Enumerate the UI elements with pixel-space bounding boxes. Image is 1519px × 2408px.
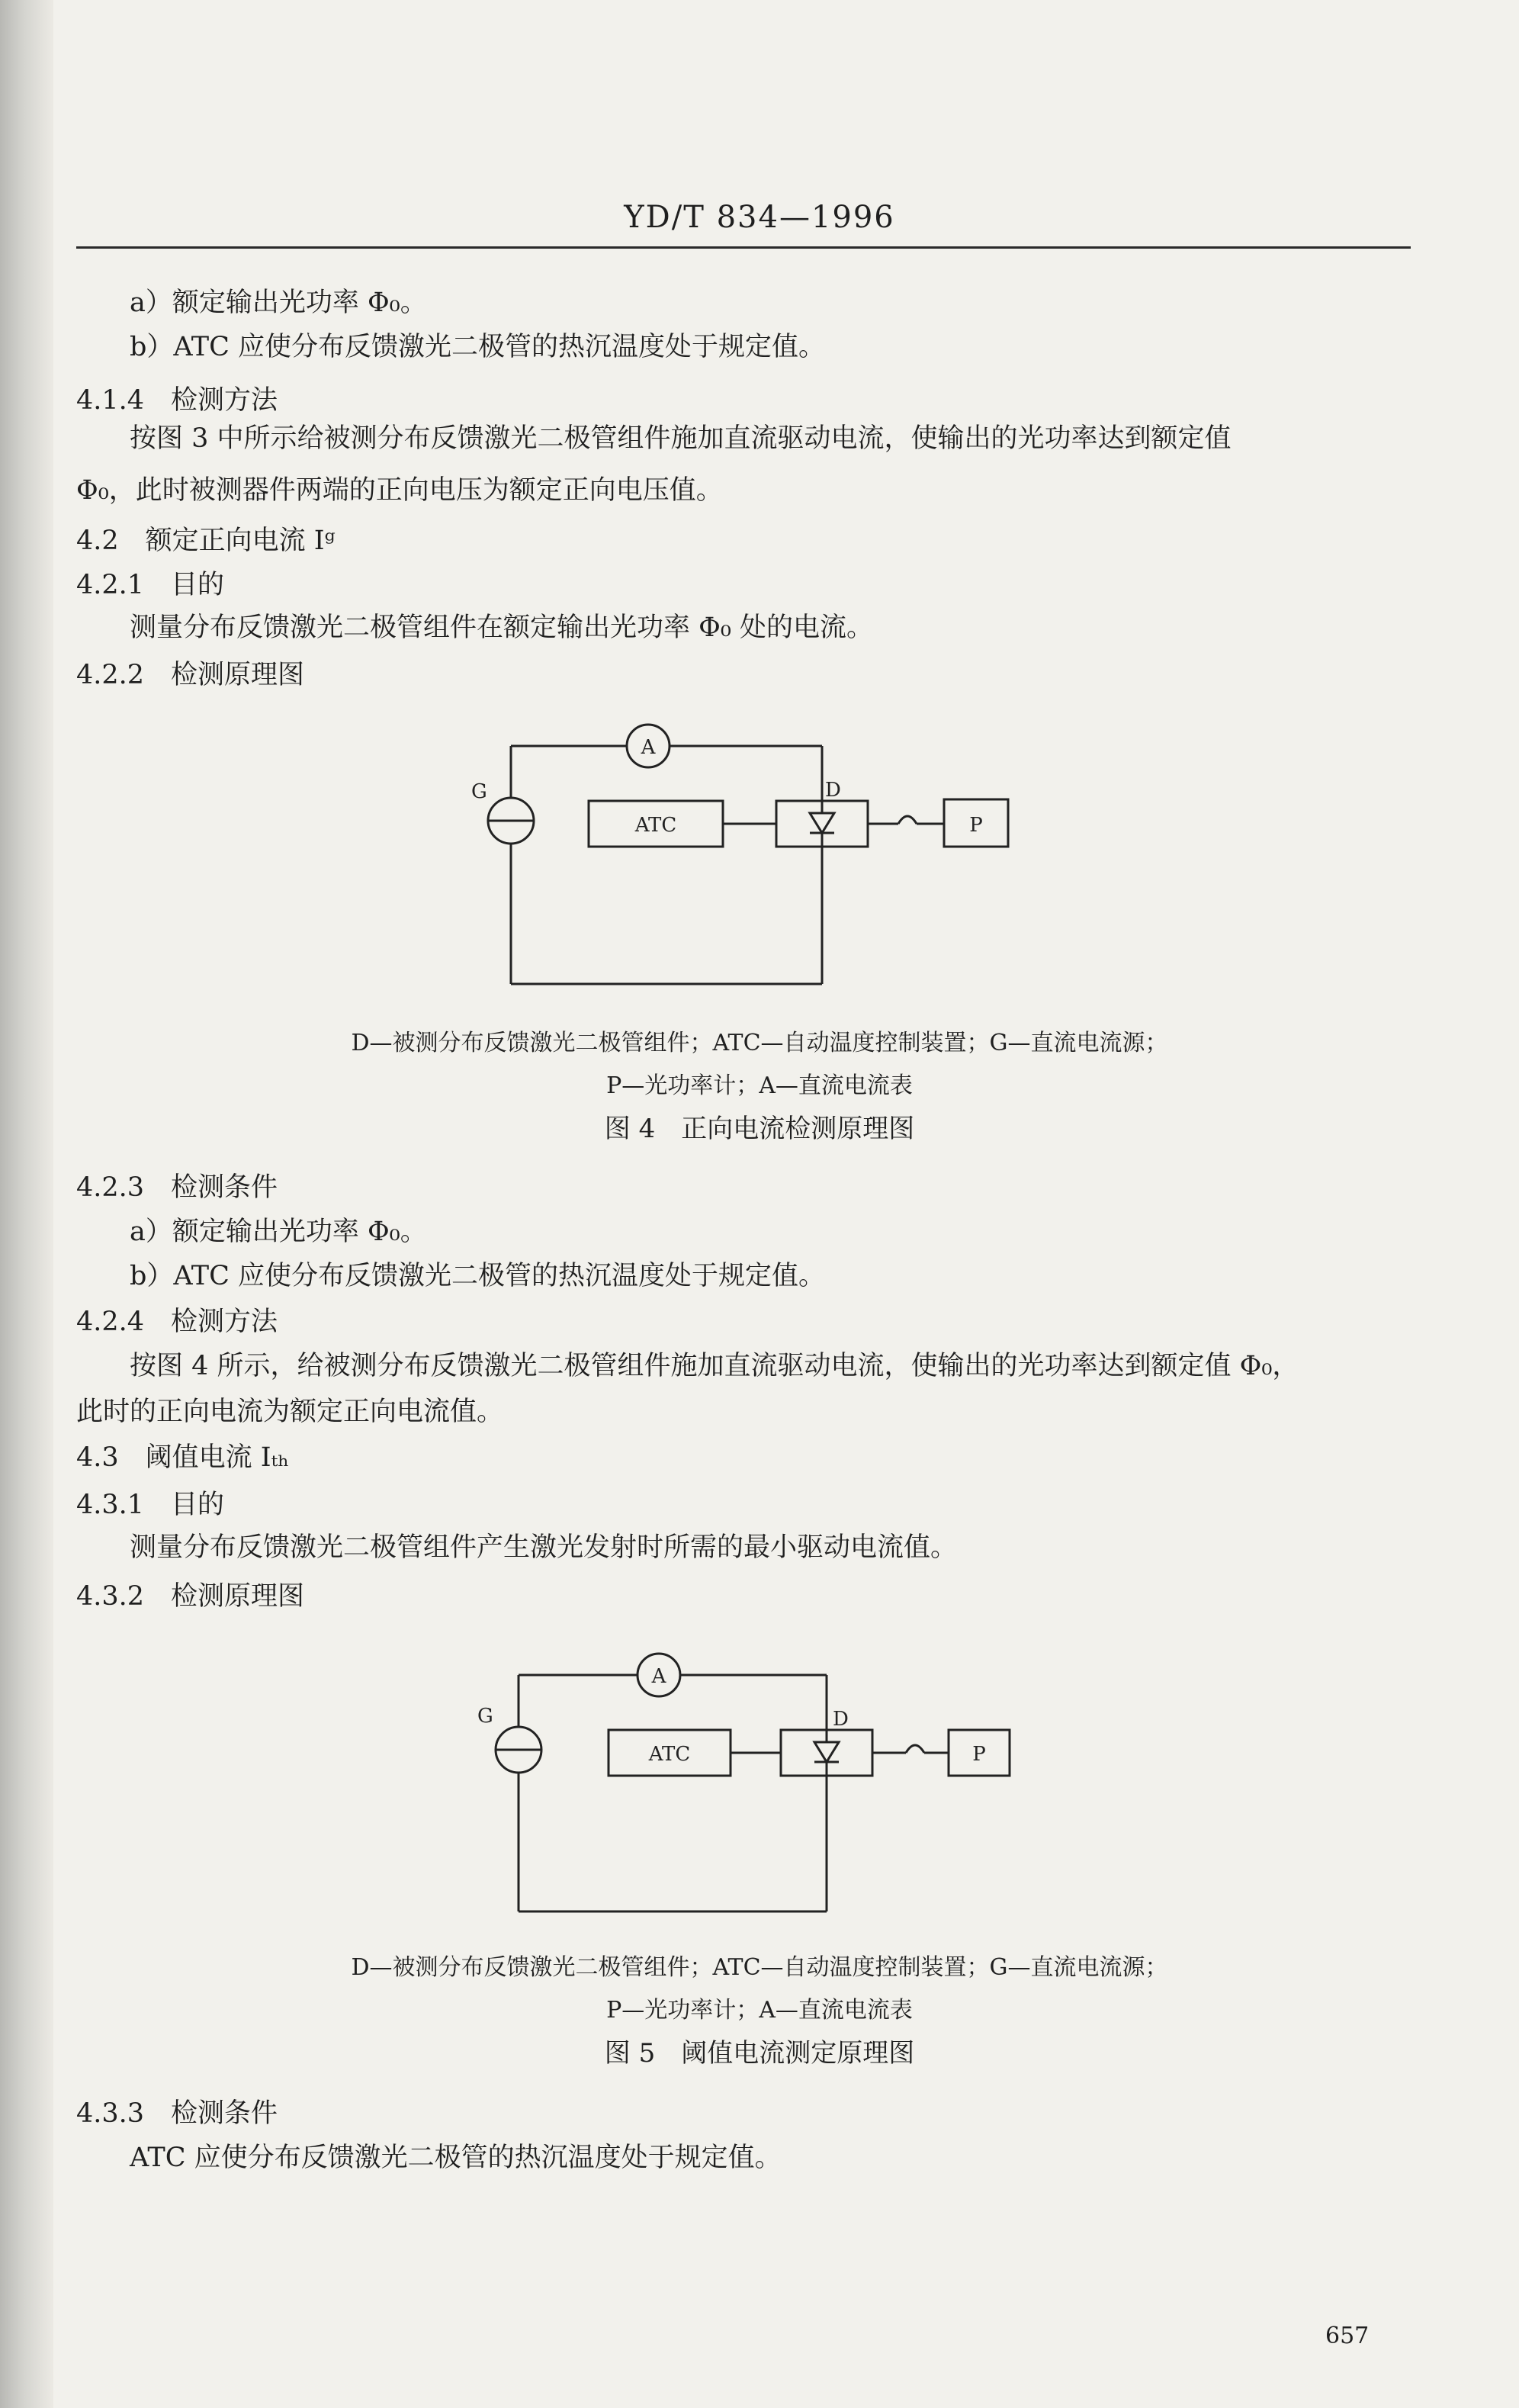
paragraph-continuation: 此时的正向电流为额定正向电流值。 bbox=[76, 1397, 504, 1427]
source-label: G bbox=[477, 1705, 493, 1728]
section-heading: 4.2.2 检测原理图 bbox=[76, 660, 305, 690]
list-item: b）ATC 应使分布反馈激光二极管的热沉温度处于规定值。 bbox=[130, 1261, 826, 1291]
section-heading: 4.2.1 目的 bbox=[76, 570, 225, 600]
current-source-symbol bbox=[488, 798, 534, 844]
figure-4-diagram bbox=[471, 717, 1060, 1002]
atc-label: ATC bbox=[648, 1743, 691, 1766]
source-label: G bbox=[471, 780, 487, 803]
page-header: YD/T 834—1996 bbox=[624, 200, 895, 235]
figure-5-caption-line: P—光功率计；A—直流电流表 bbox=[606, 1997, 913, 2024]
paragraph: 测量分布反馈激光二极管组件在额定输出光功率 Φ₀ 处的电流。 bbox=[130, 612, 873, 643]
header-rule bbox=[76, 246, 1411, 249]
paragraph: 测量分布反馈激光二极管组件产生激光发射时所需的最小驱动电流值。 bbox=[130, 1532, 958, 1563]
paragraph: 按图 3 中所示给被测分布反馈激光二极管组件施加直流驱动电流，使输出的光功率达到额定值 bbox=[130, 423, 1232, 454]
section-heading: 4.2.3 检测条件 bbox=[76, 1172, 278, 1203]
section-heading: 4.2 额定正向电流 Iᵍ bbox=[76, 526, 336, 556]
page-number: 657 bbox=[1325, 2323, 1370, 2349]
section-heading: 4.3 阈值电流 Iₜₕ bbox=[76, 1442, 290, 1473]
section-heading: 4.3.2 检测原理图 bbox=[76, 1581, 305, 1612]
list-item: a）额定输出光功率 Φ₀。 bbox=[130, 1217, 427, 1247]
figure-4-title: 图 4 正向电流检测原理图 bbox=[604, 1114, 915, 1144]
device-label: D bbox=[833, 1708, 849, 1731]
power-meter-label: P bbox=[969, 814, 983, 837]
laser-diode-symbol bbox=[781, 1730, 872, 1776]
section-heading: 4.1.4 检测方法 bbox=[76, 385, 278, 416]
device-label: D bbox=[825, 779, 841, 802]
section-heading: 4.3.1 目的 bbox=[76, 1490, 225, 1520]
ammeter-label: A bbox=[651, 1665, 666, 1688]
list-item: b）ATC 应使分布反馈激光二极管的热沉温度处于规定值。 bbox=[130, 332, 826, 362]
figure-4-caption-line: P—光功率计；A—直流电流表 bbox=[606, 1072, 913, 1099]
figure-5-caption-line: D—被测分布反馈激光二极管组件；ATC—自动温度控制装置；G—直流电流源； bbox=[351, 1954, 1168, 1981]
figure-5-title: 图 5 阈值电流测定原理图 bbox=[604, 2038, 915, 2069]
paragraph: 按图 4 所示，给被测分布反馈激光二极管组件施加直流驱动电流，使输出的光功率达到额定值 Φ₀， bbox=[130, 1351, 1299, 1381]
atc-label: ATC bbox=[634, 814, 677, 837]
paragraph-continuation: Φ₀，此时被测器件两端的正向电压为额定正向电压值。 bbox=[76, 475, 723, 506]
section-heading: 4.2.4 检测方法 bbox=[76, 1307, 278, 1337]
current-source-symbol bbox=[496, 1727, 541, 1773]
ammeter-label: A bbox=[641, 736, 656, 759]
paragraph: ATC 应使分布反馈激光二极管的热沉温度处于规定值。 bbox=[130, 2143, 782, 2173]
figure-5-diagram bbox=[477, 1646, 1068, 1931]
power-meter-label: P bbox=[972, 1743, 986, 1766]
list-item: a）额定输出光功率 Φ₀。 bbox=[130, 288, 427, 318]
laser-diode-symbol bbox=[776, 801, 868, 847]
section-heading: 4.3.3 检测条件 bbox=[76, 2098, 278, 2129]
figure-4-caption-line: D—被测分布反馈激光二极管组件；ATC—自动温度控制装置；G—直流电流源； bbox=[351, 1030, 1168, 1056]
